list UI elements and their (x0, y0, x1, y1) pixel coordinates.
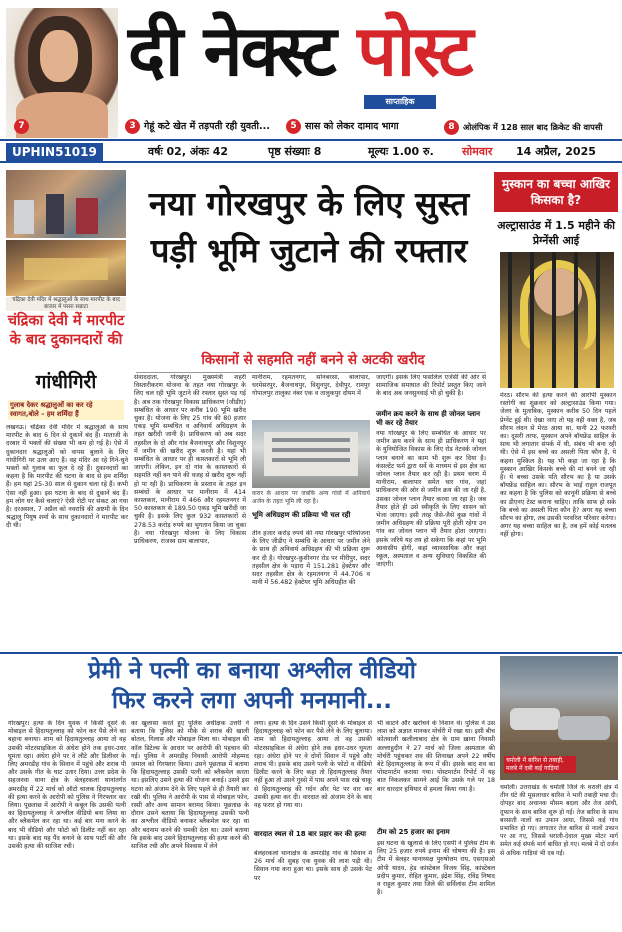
left-headline-black[interactable]: गांधीगिरी (35, 371, 97, 393)
right-title[interactable]: अल्ट्रासाउंड में 1.5 महीने की प्रेग्नेंसी आई (497, 219, 615, 247)
teaser-3[interactable] (286, 117, 399, 137)
left-headline[interactable]: चंद्रिका देवी में मारपीट के बाद दुकानदारों की (7, 313, 125, 348)
bottom-col2: का खुलासा करते हुए पुलिस अधीक्षक उत्तरी ने बताया कि पुलिस को मौके से शराब की खाली बोतल, गिलास और मोबाइल मिला था। मोबाइल की कॉल डिटेल्स के आधार पर आरोपी की पहचान की गई। पुलिस ने अमरडीह निवासी आरोपी मोहम्मद जमाल को गिरफ्तार किया। उसने पूछताछ में बताया कि हिदायतुल्लाह उसकी पत्नी को ब्लैकमेल करता था। इसलिए उसने हत्या की योजना बनाई। उसने इस घटना को अंजाम देने के लिए पहले से ही तैयारी कर रखी थी। पुलिस ने आरोपी के पास से मोबाइल फोन, रस्सी और अन्य सामान बरामद किया। पूछताछ के दौरान उसने बताया कि हिदायतुल्लाह उसकी पत्नी का अश्लील वीडियो बनाकर ब्लैकमेल कर रहा था और बदनाम करने की धमकी देता था। उसने बताया कि इसके बाद उसने हिदायतुल्लाह की हत्या करने की साजिश रची और अपने विश्वास में लेने (131, 720, 249, 851)
registration-number: UPHIN51019 (6, 143, 103, 161)
bottom-col3-subhead: वारदात स्थल से 18 बार प्रहार कर की हत्या (254, 830, 366, 838)
year-issue: वर्षः 02, अंकः 42 (148, 145, 229, 158)
page-count: पृष्ठ संख्याः 8 (268, 145, 322, 158)
section-divider (0, 652, 622, 654)
bottom-col1: गोरखपुर। हत्या के दिन युवक ने किसी दूसरे के मोबाइल से हिदायतुल्लाह को फोन कर पैसे लेने का बहाना बनाया। शाम को हिदायतुल्लाह आया तो वह उसकी मोटरसाइकिल से अंधेरा होने तक इधर-उधर घूमता रहा। अंधेरा होने पर वे लौटे और डिलीवर के लिए अमरडीह गांव के सिवान में पहुंचे और शराब पी और उसके गीत के घाट उतार दिया। उत्तर प्रदेश के सहजनवा थाना क्षेत्र के बेलहरकलां थानांतर्गत अमरडीह में 22 मार्च को ऑटो चालक हिदायतुल्लाह की हत्या करने के आरोपी को पुलिस ने गिरफ्तार कर लिया। पूछताछ में आरोपी ने कबूल कि उसकी पत्नी का हिदायतुल्लाह ने अश्लील वीडियो बना लिया था और ब्लैकमेल कर रहा था। कई बार मना करने के बाद भी वीडियो और फोटो को डिलीट नहीं कर रहा था। इसके बाद यह पैंद बनाने के साथ पार्टी की और उसकी हत्या की साजिश रची। (8, 720, 126, 851)
temple-photo-bottom (6, 240, 126, 296)
teaser-number: 3 (125, 119, 140, 134)
teaser-number: 7 (14, 119, 29, 134)
main-subhead-rule (136, 372, 486, 373)
main-headline[interactable]: नया गोरखपुर के लिए सुस्त पड़ी भूमि जुटाने की रफ्तार (148, 184, 470, 270)
weekday: सोमवार (462, 145, 493, 158)
bottom-col4-body: इस घटना के खुलासे के लिए एसपी ने पुलिस टीम के लिए 25 हजार रुपये इनाम की घोषणा की है। इस टीम में बेलहर थानाध्यक्ष पुरुषोत्तम राय, एसएसओ ओपी यादव, हेड कांस्टेबल विजय सिंह, कांस्टेबल प्रदीप कुमार, रोहित कुमार, इंद्रेश सिंह, रविंद्र निषाद व राहुल कुमार तथा जिले की सर्विलांस टीम शामिल है। (377, 840, 495, 897)
main-col2-body: तीन हजार करोड़ रुपये की नया गोरखपुर परियोजना के लिए जीडीए ने सम्बंधि के आधार पर जमीन लेने के साथ ही अनिवार्य अधिग्रहण की भी प्रक्रिया शुरू कर दी है। गोरखपुर-कुशीनगर रोड पर मीरीपुर, सदर तहसील क्षेत्र के पड़ारा में 151.281 हेक्टेयर और सदर तहसील क्षेत्र के रहमतनगर में 44.706 व मानी में 56.482 हेक्टेयर भूमि अधिग्रहीत की (252, 530, 370, 587)
main-col2: मानीराम, रहमतनगर, सोनबरसा, बालापार, धरमेसरपुर, बैजनाथपुर, विशुनपुर, देवीपुर, रामपुर गोपालपुर तालुका नंबर एक व तालुकपुर दोयम में (252, 374, 370, 398)
left-body: लखनऊ। चंद्रिका देवी मंदिर में श्रद्धालुओं के साथ मारपीट के बाद 6 दिन से दुकानें बंद हैं। माताजी के दरबार में भक्तों की संख्या भी कम हो गई है। ऐसे में दुकानदार श्रद्धालुओं को वापस बुलाने के लिए गांधीगिरी पर उतर आए हैं। वह मंदिर आ रहे गिने-चुने भक्तों को गुलाब का फूल दे रहे हैं। दुकानदारों का कहना है कि मारपीट की घटना के बाद से हम शर्मिंदा हैं। हम यहां 25-30 साल से दुकान चला रहे हैं। कभी ऐसा नहीं हुआ। इस घटना के बाद से दुकानें बंद हैं। हम लोग घर कैसे चलाएं? ऐसी रोटी पर संकट आ गया है। दरअसल, 7 अप्रैल को नवरात्रि की अष्टमी के दिन श्रद्धालु पियूष शर्मा के साथ दुकानदारों ने मारपीट कर दी थी। (6, 424, 128, 530)
teaser-text: सास को लेकर दामाद भागा (305, 121, 399, 132)
bottom-col3-body: बेलहरकलां थानाक्षेत्र के अमरडीह गांव के सिवान में 26 मार्च की सुबह एक युवक की लाश पड़ी थी। सिवान गया करा हुआ था। इसके साथ ही उसके पेट पर (254, 850, 372, 882)
main-subhead: किसानों से सहमति नहीं बनने से अटकी खरीद (201, 352, 425, 368)
flood-photo-caption: चमोली में बारिश से तबाही, मलबे में दबी कई गाड़ियां (504, 756, 576, 773)
masthead-title: दी नेक्स्ट पोस्ट (128, 10, 472, 92)
teaser-number: 8 (444, 120, 459, 135)
bottom-headline-1[interactable]: प्रेमी ने पत्नी का बनाया अश्लील वीडियो (88, 658, 416, 684)
teaser-4[interactable] (444, 117, 603, 137)
bottom-col4: भी काटने और खरोंचने के निशान थे। पुलिस ने उस लाश को अज्ञात मानकर मोर्चरी में रखा था। इसी बीच कोतवाली खलीलाबाद क्षेत्र के ग्राम ख़ाना निवासी अल्लाहुदीन ने 27 मार्च को जिला अस्पताल की मोर्चरी पहुंचकर शव की शिनाख्त अपने 22 वर्षीय बेटे हिदायतुल्लाह के रूप में की। इसके बाद शव का पोस्टमार्टम कराया गया। पोस्टमार्टम रिपोर्ट में यह बात निकलकर सामने आई कि उसके गले पर 18 बार धारदार हथियार से हमला किया गया है। (377, 720, 495, 793)
temple-photo-top (6, 170, 126, 238)
masthead-subtitle: साप्ताहिक (364, 95, 436, 109)
main-col3-body: नया गोरखपुर के लिए सम्बंधित के आधार पर जमीन क्रय करने के साथ ही प्राधिकरण ने यहां के युनियोजित विकास के लिए रोड नेटवर्क जोनल प्लान बनाने का काम भी शुरू कर दिया है। कंसल्टेंट फर्म द्वारा सर्वे के माध्यम से इस क्षेत्र का जोनल प्लान तैयार कर रही है। प्रथम चरण में मानीराम, बालापार समेत चार गांव, जहां प्राधिकरण की ओर से जमीन क्रय की जा रही है, उसका जोनल प्लान तैयार करवा जा रहा है। जब तैयार होते ही उसे स्वीकृति के लिए शासन को भेजा जाएगा। इसी तरह जैसे-जैसे कुछ गांवों में जमीन अधिग्रहण की प्रक्रिया पूरी होती रहेगा उन गांव का जोनल प्लान भी तैयार होता जाएगा। इसके जरिये यह तय हो सकेगा कि कहां पर भूमि आवासीय होगी, कहां व्यावसायिक और कहां स्कूल, अस्पताल व अन्य सुविधाएं विकसित की जाएंगी। (376, 430, 486, 569)
teaser-text: गेहूं कटे खेत में तड़पती रही युवती... (144, 121, 270, 132)
flood-body: चमोली। उत्तराखंड के चमोली जिले के थराली क्षेत्र में तीन घंटे की मूसलाधार बारिश ने भारी तबाही मचा दी। दोपहर बाद अचानक मौसम बदला और तेज आंधी, तूफान के साथ बारिश शुरू हो गई। तेज बारिश के साथ बरसाती नालों का उफान आया, जिससे कई गांव प्रभावित हो गए। लगातार तेज बारिश से नालों उफान पर आ गए, जिससे थराली-देवाल मुख्य मोटर मार्ग समेत कई संपर्क मार्ग बाधित हो गए। मलबे में दो दर्जन से अधिक गाड़ियां भी दब गईं। (500, 784, 618, 857)
teaser-number: 5 (286, 119, 301, 134)
right-banner[interactable]: मुस्कान का बच्चा आखिर किसका है? (494, 172, 618, 212)
main-col2-subhead: भूमि अधिग्रहण की प्रक्रिया भी चल रही (252, 511, 351, 519)
bottom-headline-2[interactable]: फिर करने लगा अपनी मनमानी... (112, 688, 392, 714)
issue-date: 14 अप्रैल, 2025 (516, 145, 596, 158)
right-body: मेरठ। सौरभ की हत्या करने की आरोपी मुस्कान रस्तोगी का शुक्रवार को अल्ट्रासाउंड किया गया। जेलर के मुताबिक, मुस्कान करीब 50 दिन पहले प्रेग्नेंट हुई थी। देखा जाए तो यह वही वक्त है, जब सौरभ लंदन से मेरठ आया था, यानी 22 फरवरी का। दूसरी तरफ, मुस्कान अपने बॉयफ्रेंड साहिल के साथ भी लगातार संपर्क में थी, संबंध भी बना रही थी। ऐसे में इस बच्चे का असली पिता कौन है, ये कहना मुश्किल है। यह भी कहा जा रहा है कि मुस्कान आखिर किसके बच्चे की मां बनने जा रही है। ये बच्चा उसके पति सौरभ का है या उसके बॉयफ्रेंड साहिल का। सौरभ के भाई राहुल राजपूत का कहना है कि पुलिस को कानूनी प्रक्रिया से बच्चे का डीएनए टेस्ट कराना चाहिए। ताकि साफ हो सके कि बच्चे का असली पिता कौन है? अगर यह बच्चा सौरभ का होगा, तब उसकी परवरिश परिवार करेगा। अगर यह बच्चा साहिल का है, तब हमें कोई मतलब नहीं होगा। (500, 392, 616, 539)
price: मूल्यः 1.00 रु. (368, 145, 434, 158)
teaser-1[interactable] (14, 117, 33, 137)
teaser-2[interactable] (125, 117, 270, 137)
gda-photo-caption: करार के आधार पर जबकि अन्य गांवों में अनिवार्य अर्जन के तहत भूमि ली रहा है। (252, 490, 370, 506)
main-col1: संवाददाता, गोरखपुर। मुख्यमंत्री शहरी विस्तारीकरण योजना के तहत नया गोरखपुर के लिए चल रही भूमि जुटाने की रफ्तार सुस्त पड़ गई है। अब तक गोरखपुर विकास प्राधिकरण (जीडीए) सम्बंधित के आधार पर करीब 190 भूमि खरीद चुका है। योजना के लिए 25 गांव की 80 हजार एकड़ भूमि सम्बंधित व अनिवार्य अधिग्रहण के तहत खरीदी जानी है। प्राधिकरण को अब सदर तहसील के दो और गांव बैजनाथपुर और विशुनपुर में जमीन की खरीद शुरू करनी है। यहां भी सम्बंधित के आधार पर ही कास्तकारों से भूमि ली जाएगी। लेकिन, इन दो गांव के कास्तकारों से सहमति नहीं बन पाने की वजह से खरीद शुरू नहीं हो पा रही है। प्राधिकरण के प्रस्ताव के तहत इन सम्बंधों के आधार पर मानीराम में 414 कास्तकार, मानीराम में 466 और रहमतनगर में 50 कास्तकार से 189.50 एकड़ भूमि खरीदी जा चुकी है। इसके लिए कुल 932 कास्तकारों से 278.53 करोड़ रुपये का भुगतान किया जा चुका है। नया गोरखपुर योजना के लिए विकास प्राधिकरण, राजस्व ग्राम बालापार, (134, 374, 246, 546)
main-col3: जाएगी। इसके लिए फसलिल एजेंसी की ओर से सामाजिक समाघात की रिपोर्ट प्रस्तुत किए जाने के बाद अब जनसुनवाई भी हो चुकी है। (376, 374, 486, 398)
teaser-text: ओलंपिक में 128 साल बाद क्रिकेट की वापसी (463, 122, 603, 132)
bottom-col4-subhead: टीम को 25 हजार का इनाम (377, 828, 450, 836)
temple-photo-caption: चंद्रिका देवी मंदिर में श्रद्धालुओं के साथ मारपीट के बाद बाजार में पसरा सन्नाटा (6, 297, 126, 311)
jail-photo (500, 252, 614, 388)
main-col3-subhead: जमीन क्रय करने के साथ ही जोनल प्लान भी कर रहे तैयार (376, 410, 480, 427)
issue-info-bar (0, 139, 622, 163)
gda-building-photo (252, 420, 370, 488)
bottom-col3: लगा। हत्या के दिन उसने किसी दूसरे के मोबाइल से हिदायतुल्लाह को फोन कर पैसे लेने के लिए बुलाया। शाम को हिदायतुल्लाह आया तो वह उसकी मोटरसाइकिल से अंधेरा होने तक इधर-उधर घूमता रहा। अंधेरा होने पर वे दोनों सिवान में पहुंचे और शराब पी। इसके बाद उसने पत्नी के फोटो व वीडियो डिलीट करने के लिए कहा तो हिदायतुल्लाह तैयार नहीं हुआ तो उसने गुस्से में पास अपने पास रखे चाकू से हिदायतुल्लाह की गर्दन और पेट पर वार कर उसकी हत्या कर दी। वारदात को अंजाम देने के बाद वह फरार हो गया था। (254, 720, 372, 810)
left-subhead: गुलाब देकर श्रद्धालुओं का कर रहे स्वागत,बोले – हम शर्मिंदा हैं (8, 400, 124, 420)
